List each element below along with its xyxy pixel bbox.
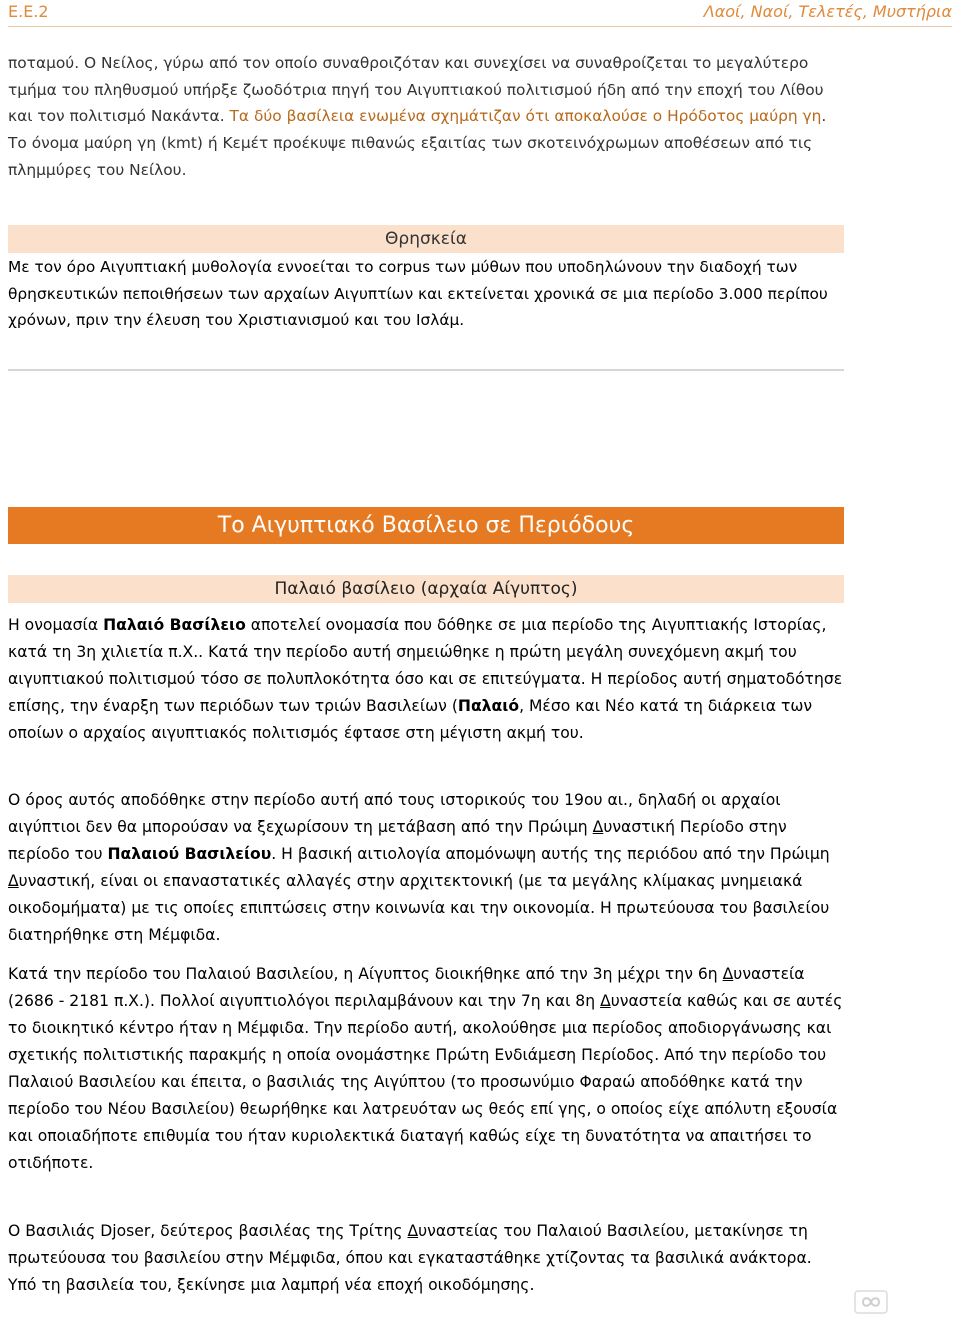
p2-underline-delta-1: Δ bbox=[592, 818, 604, 836]
p3-text-c: υναστεία (2686 - 2181 π.Χ.). Πολλοί αιγυπτιολόγοι περιλαμβάνουν και την 7η και 8η bbox=[8, 965, 805, 1010]
section-subtitle-banner: Παλαιό βασίλειο (αρχαία Αίγυπτος) bbox=[8, 575, 844, 603]
p3-text-e: υναστεία καθώς και σε αυτές το διοικητικό κέντρο ήταν η Μέμφιδα. Την περίοδο αυτή, ακολούθησε μια περίοδος αποδιοργάνωσης και σχετικής πολιτιστικής παρακμής η οποία ονομάστηκε Πρώτη Ενδιάμεση Περίοδος. Από την περίοδο του Παλαιού Βασιλείου και έπειτα, ο βασιλιάς της Αιγύπτου (το προσωνύμιο Φαραώ αποδόθηκε κατά την περίοδο του Νέου Βασιλείου) θεωρήθηκε και λατρευόταν ως θεός επί γης, ο οποίος είχε απόλυτη εξουσία και οποιαδήποτε επιθυμία του ήταν κυριολεκτικά διαταγή καθώς είχε τη δυνατότητα να απαιτήσει το οτιδήποτε. bbox=[8, 992, 843, 1172]
p3-underline-delta-2: Δ bbox=[600, 992, 611, 1010]
p3-text-a: Κατά την περίοδο του Παλαιού Βασιλείου, η Αίγυπτος διοικήθηκε από την 3η μέχρι την 6η bbox=[8, 965, 723, 983]
old-kingdom-paragraph-2 bbox=[8, 787, 844, 949]
p2-text-e: . Η βασική αιτιολογία απομόνωψη αυτής της περιόδου από την Πρώιμη bbox=[271, 845, 830, 863]
p4-text-a: Ο Βασιλιάς Djoser, δεύτερος βασιλέας της Τρίτης bbox=[8, 1222, 408, 1240]
intro-paragraph bbox=[8, 50, 844, 184]
religion-heading: Θρησκεία bbox=[8, 225, 844, 253]
p2-underline-delta-2: Δ bbox=[8, 872, 19, 890]
old-kingdom-paragraph-4 bbox=[8, 1218, 844, 1299]
infinity-icon bbox=[854, 1290, 888, 1314]
p1-bold-old-kingdom: Παλαιό Βασίλειο bbox=[103, 616, 246, 634]
intro-text-part3: . Το όνομα μαύρη γη (kmt) ή Κεμέτ προέκυψε πιθανώς εξαιτίας των σκοτεινόχρωμων αποθέσεων από τις πλημμύρες του Νείλου. bbox=[8, 107, 827, 179]
p2-text-a: Ο όρος αυτός αποδόθηκε στην περίοδο αυτή από τους ιστορικούς του 19ου αι., δηλαδή οι αρχαίοι αιγύπτιοι δεν θα μπορούσαν να ξεχωρίσουν τη μετάβαση από την Πρώιμη bbox=[8, 791, 781, 836]
header-section-code: Ε.Ε.2 bbox=[8, 2, 49, 21]
p4-text-c: υναστείας του Παλαιού Βασιλείου, μετακίνησε τη πρωτεύουσα του βασιλείου στην Μέμφιδα, όπου και εγκαταστάθηκε χτίζοντας τα βασιλικά ανάκτορα. Υπό τη βασιλεία του, ξεκίνησε μια λαμπρή νέα εποχή οικοδόμησης. bbox=[8, 1222, 812, 1294]
p1-text-c: αποτελεί ονομασία που δόθηκε σε μια περίοδο της Αιγυπτιακής Ιστορίας, κατά τη 3η χιλιετία π.Χ.. Κατά την περίοδο αυτή σημειώθηκε η πρώτη μεγάλη συνεχόμενη ακμή του αιγυπτιακού πολιτισμού τόσο σε πολυπλοκότητα όσο και σε επιτεύγματα. Η περίοδος αυτή σηματοδότησε επίσης, την έναρξη των περιόδων των τριών Βασιλείων ( bbox=[8, 616, 843, 715]
page-header bbox=[8, 0, 952, 27]
section-divider bbox=[8, 369, 844, 371]
religion-paragraph: Με τον όρο Αιγυπτιακή μυθολογία εννοείται το corpus των μύθων που υποδηλώνουν την διαδοχή των θρησκευτικών πεποιθήσεων των αρχαίων Αιγυπτίων και εκτείνεται χρονικά σε μια περίοδο 3.000 περίπου χρόνων, πριν την έλευση του Χριστιανισμού και του Ισλάμ. bbox=[8, 258, 828, 330]
old-kingdom-paragraph-1 bbox=[8, 612, 844, 747]
intro-text-part1: ποταμού. Ο Νείλος, γύρω από τον οποίο συναθροιζόταν και συνεχίσει να συναθροίζεται το μεγαλύτερο τμήμα του πληθυσμού υπήρξε ζωοδότρια πηγή του Αιγυπτιακού πολιτισμού ήδη από την εποχή του Λίθου και τον πολιτισμό Νακάντα. bbox=[8, 54, 824, 126]
section-title-banner: Το Αιγυπτιακό Βασίλειο σε Περιόδους bbox=[8, 507, 844, 544]
p1-bold-old: Παλαιό bbox=[457, 697, 520, 715]
intro-text-part2: Τα δύο βασίλεια ενωμένα σχημάτιζαν ότι αποκαλούσε ο Ηρόδοτος μαύρη γη bbox=[229, 107, 822, 126]
p2-text-g: υναστική, είναι οι επαναστατικές αλλαγές στην αρχιτεκτονική (με τα μεγάλης κλίμακας μνημειακά οικοδομήματα) με τις οποίες επιπτώσεις στην κοινωνία και την οικονομία. Η πρωτεύουσα του βασιλείου διατηρήθηκε στη Μέμφιδα. bbox=[8, 872, 830, 944]
p4-underline-delta: Δ bbox=[407, 1222, 419, 1240]
p1-text-e: , Μέσο και Νέο κατά τη διάρκεια των οποίων ο αρχαίος αιγυπτιακός πολιτισμός έφτασε στη μέγιστη ακμή του. bbox=[8, 697, 813, 742]
header-document-title: Λαοί, Ναοί, Τελετές, Μυστήρια bbox=[703, 2, 952, 21]
old-kingdom-paragraph-3 bbox=[8, 961, 844, 1177]
p2-bold-old-kingdom: Παλαιού Βασιλείου bbox=[107, 845, 272, 863]
p3-underline-delta-1: Δ bbox=[722, 965, 734, 983]
p2-text-c: υναστική Περίοδο στην περίοδο του bbox=[8, 818, 787, 863]
p1-text-a: Η ονομασία bbox=[8, 616, 104, 634]
